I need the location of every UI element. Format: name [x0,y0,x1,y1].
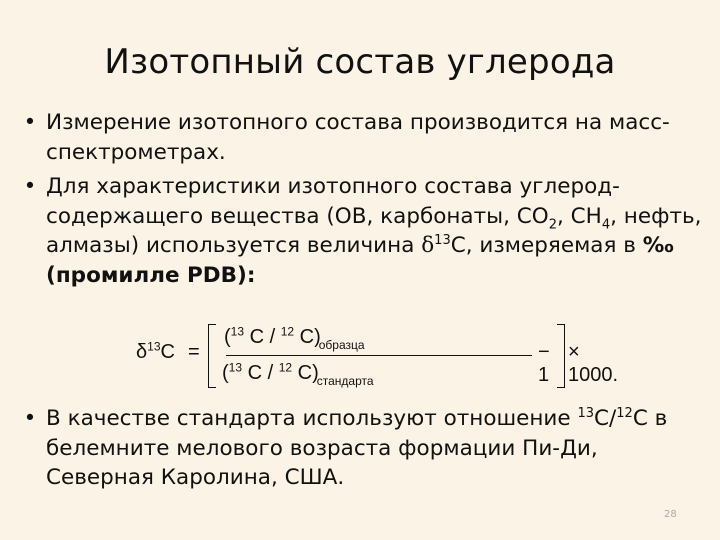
subscript: 4 [601,216,611,232]
fraction-numerator [224,326,365,352]
paren: ( [222,362,229,384]
superscript: 13 [577,405,595,421]
page-number: 28 [664,509,677,520]
formula-text: C / [244,326,281,348]
left-bracket [208,324,216,388]
subscript-sample: образца [318,338,365,352]
bullet-dot-icon: • [23,110,37,135]
superscript: 12 [280,324,295,339]
slide-title: Изотопный состав углерода [104,42,616,82]
formula-text: C) [294,326,321,348]
superscript: 13 [434,232,451,248]
bullet-item-standard [20,404,704,493]
formula-minus-one: − 1 [538,341,550,386]
formula-text: C / [242,362,279,384]
paren: ( [224,326,231,348]
formula-c: C [160,341,175,363]
superscript: 13 [147,339,161,354]
bullet-list [20,108,704,295]
formula-multiplier: × 1000. [568,341,619,386]
bullet-text-part: , нефть, алмазы) используется величина [46,203,702,258]
bullet-dot-icon: • [23,406,37,431]
bullet-text-part: В качестве стандарта используют отношение [46,406,578,431]
right-bracket [557,324,565,388]
bullet-text-part: C в белемните мелового возраста формации Пи-Ди, Северная Каролина, США. [46,406,668,490]
bullet-text-part: C/ [594,406,617,431]
superscript: 13 [228,360,243,375]
fraction-denominator [222,362,374,388]
bullet-text-part: Для характеристики изотопного состава углерод-содержащего вещества (ОВ, карбонаты, CO [46,174,620,229]
superscript: 13 [230,324,245,339]
bullet-list-2 [20,404,704,498]
subscript: 2 [548,216,557,232]
delta-symbol: δ [421,233,435,258]
superscript: 12 [278,360,293,375]
bullet-item-measurement [20,108,704,167]
formula-text: C) [292,362,319,384]
fraction-line [226,355,532,356]
bullet-text-part: , CH [557,203,602,229]
bullet-text-part: измеряемая в [479,233,643,258]
subscript-standard: стандарта [316,374,374,388]
delta-formula [136,322,619,394]
bullet-bold-text: ‰ (промилле PDB): [46,233,674,288]
bullet-item-characteristic [20,172,704,290]
bullet-dot-icon: • [23,174,37,199]
delta-symbol: δ [136,341,148,363]
bullet-text-part: C, [450,233,480,258]
superscript: 12 [616,405,633,421]
formula-lhs [136,341,175,364]
equals-sign: = [188,341,200,363]
bullet-text: Измерение изотопного состава производится на масс-спектрометрах. [46,110,670,165]
